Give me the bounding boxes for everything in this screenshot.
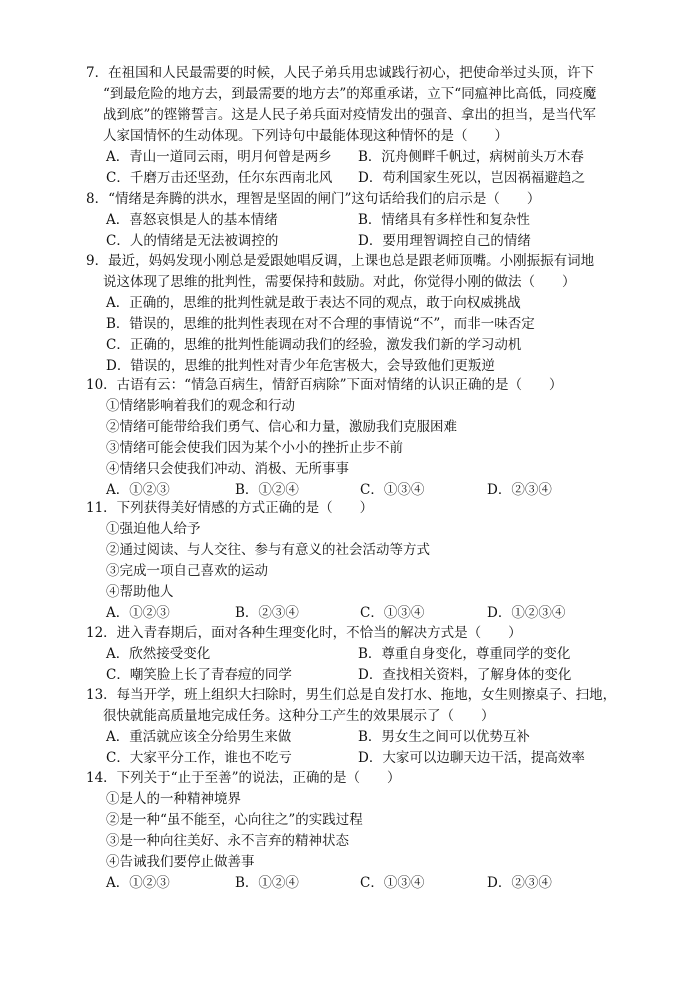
- option-a: A．青山一道同云雨，明月何曾是两乡: [106, 149, 332, 165]
- question-stem: 12．进入青春期后，面对各种生理变化时，不恰当的解决方式是（ ）: [86, 625, 522, 641]
- option-d: D．查找相关资料，了解身体的变化: [358, 667, 572, 683]
- option-c: C．正确的，思维的批判性能调动我们的经验，激发我们新的学习动机: [106, 337, 522, 353]
- statement-4: ④情绪只会使我们冲动、消极、无所事事: [106, 461, 349, 477]
- option-row: [0, 748, 696, 769]
- option-a: A．欣然接受变化: [106, 646, 211, 662]
- option-b: B．男女生之间可以优势互补: [358, 729, 530, 745]
- question-stem-line: “到最危险的地方去，到最需要的地方去”的郑重承诺，立下“同瘟神比高低，同疫魔: [103, 86, 597, 102]
- option-c: C．千磨万击还坚劲，任尔东西南北风: [106, 170, 333, 186]
- option-row: [0, 644, 696, 665]
- option-row: [0, 168, 696, 189]
- question-stem-line: 13．每当开学，班上组织大扫除时，男生们总是自发打水、拖地，女生则擦桌子、扫地，: [86, 687, 617, 703]
- question-stem-line: 9．最近，妈妈发现小刚总是爱跟她唱反调，上课也总是跟老师顶嘴。小刚振振有词地: [86, 253, 595, 269]
- statement-1: ①强迫他人给予: [106, 521, 201, 537]
- option-a: A．喜怒哀惧是人的基本情绪: [106, 212, 278, 228]
- question-7: [0, 63, 696, 189]
- question-stem-line: 说这体现了思维的批判性，需要保持和鼓励。对此，你觉得小刚的做法（ ）: [103, 274, 576, 290]
- option-a: A．正确的，思维的批判性就是敢于表达不同的观点，敢于向权威挑战: [106, 295, 521, 311]
- option-row: [0, 603, 696, 624]
- option-a: A．①②③: [106, 605, 170, 621]
- option-row: [0, 727, 696, 748]
- option-c: C．大家平分工作，谁也不吃亏: [106, 750, 292, 766]
- option-d: D．①②③④: [487, 605, 566, 621]
- option-d: D．大家可以边聊天边干活，提高效率: [358, 750, 585, 766]
- statement-1: ①情绪影响着我们的观念和行动: [106, 398, 295, 414]
- option-c: C．①③④: [360, 605, 425, 621]
- option-c: C．人的情绪是无法被调控的: [106, 233, 279, 249]
- statement-4: ④帮助他人: [106, 584, 174, 600]
- statement-2: ②是一种“虽不能至，心向往之”的实践过程: [106, 812, 363, 828]
- option-row: [0, 231, 696, 252]
- option-d: D．②③④: [487, 482, 552, 498]
- question-stem: 14．下列关于“止于至善”的说法，正确的是（ ）: [86, 770, 401, 786]
- statement-3: ③完成一项自己喜欢的运动: [106, 563, 268, 579]
- option-b: B．①②④: [235, 482, 299, 498]
- statement-1: ①是人的一种精神境界: [106, 791, 241, 807]
- question-stem-line: 8．“情绪是奔腾的洪水，理智是坚固的闸门”这句话给我们的启示是（ ）: [86, 191, 541, 207]
- option-b: B．错误的，思维的批判性表现在对不合理的事情说“不”，而非一味否定: [106, 316, 535, 332]
- question-stem-line: 人家国情怀的生动体现。下列诗句中最能体现这种情怀的是（ ）: [103, 128, 508, 144]
- option-a: A．重活就应该全分给男生来做: [106, 729, 292, 745]
- option-row: [0, 210, 696, 231]
- option-c: C．嘲笑脸上长了青春痘的同学: [106, 667, 292, 683]
- question-10: [0, 375, 696, 501]
- question-9: [0, 251, 696, 377]
- option-a: A．①②③: [106, 875, 170, 891]
- question-stem: 10．古语有云：“情急百病生，情舒百病除”下面对情绪的认识正确的是（ ）: [86, 377, 563, 393]
- statement-2: ②通过阅读、与人交往、参与有意义的社会活动等方式: [106, 542, 430, 558]
- statement-4: ④告诫我们要停止做善事: [106, 854, 255, 870]
- option-b: B．②③④: [235, 605, 299, 621]
- option-b: B．沉舟侧畔千帆过，病树前头万木春: [358, 149, 584, 165]
- option-d: D．错误的，思维的批判性对青少年危害极大，会导致他们更叛逆: [106, 358, 495, 374]
- option-c: C．①③④: [360, 482, 425, 498]
- option-a: A．①②③: [106, 482, 170, 498]
- option-d: D．苟利国家生死以，岂因祸福避趋之: [358, 170, 585, 186]
- option-d: D．②③④: [487, 875, 552, 891]
- statement-3: ③情绪可能会使我们因为某个小小的挫折止步不前: [106, 440, 403, 456]
- question-14: [0, 768, 696, 894]
- question-stem-line: 7．在祖国和人民最需要的时候，人民子弟兵用忠诚践行初心，把使命举过头顶，许下: [86, 65, 595, 81]
- question-12: [0, 623, 696, 686]
- option-b: B．尊重自身变化，尊重同学的变化: [358, 646, 571, 662]
- question-13: [0, 685, 696, 769]
- option-row: [0, 147, 696, 168]
- question-11: [0, 498, 696, 624]
- question-stem-line: 很快就能高质量地完成任务。这种分工产生的效果展示了（ ）: [103, 708, 495, 724]
- option-d: D．要用理智调控自己的情绪: [358, 233, 531, 249]
- question-8: [0, 189, 696, 252]
- option-b: B．①②④: [235, 875, 299, 891]
- option-c: C．①③④: [360, 875, 425, 891]
- option-row: [0, 873, 696, 894]
- statement-2: ②情绪可能带给我们勇气、信心和力量，激励我们克服困难: [106, 419, 457, 435]
- option-row: [0, 665, 696, 686]
- statement-3: ③是一种向往美好、永不言弃的精神状态: [106, 833, 349, 849]
- question-stem: 11．下列获得美好情感的方式正确的是（ ）: [86, 500, 374, 516]
- question-stem-line: 战到底”的铿锵誓言。这是人民子弟兵面对疫情发出的强音、拿出的担当，是当代军: [103, 107, 596, 123]
- option-b: B．情绪具有多样性和复杂性: [358, 212, 530, 228]
